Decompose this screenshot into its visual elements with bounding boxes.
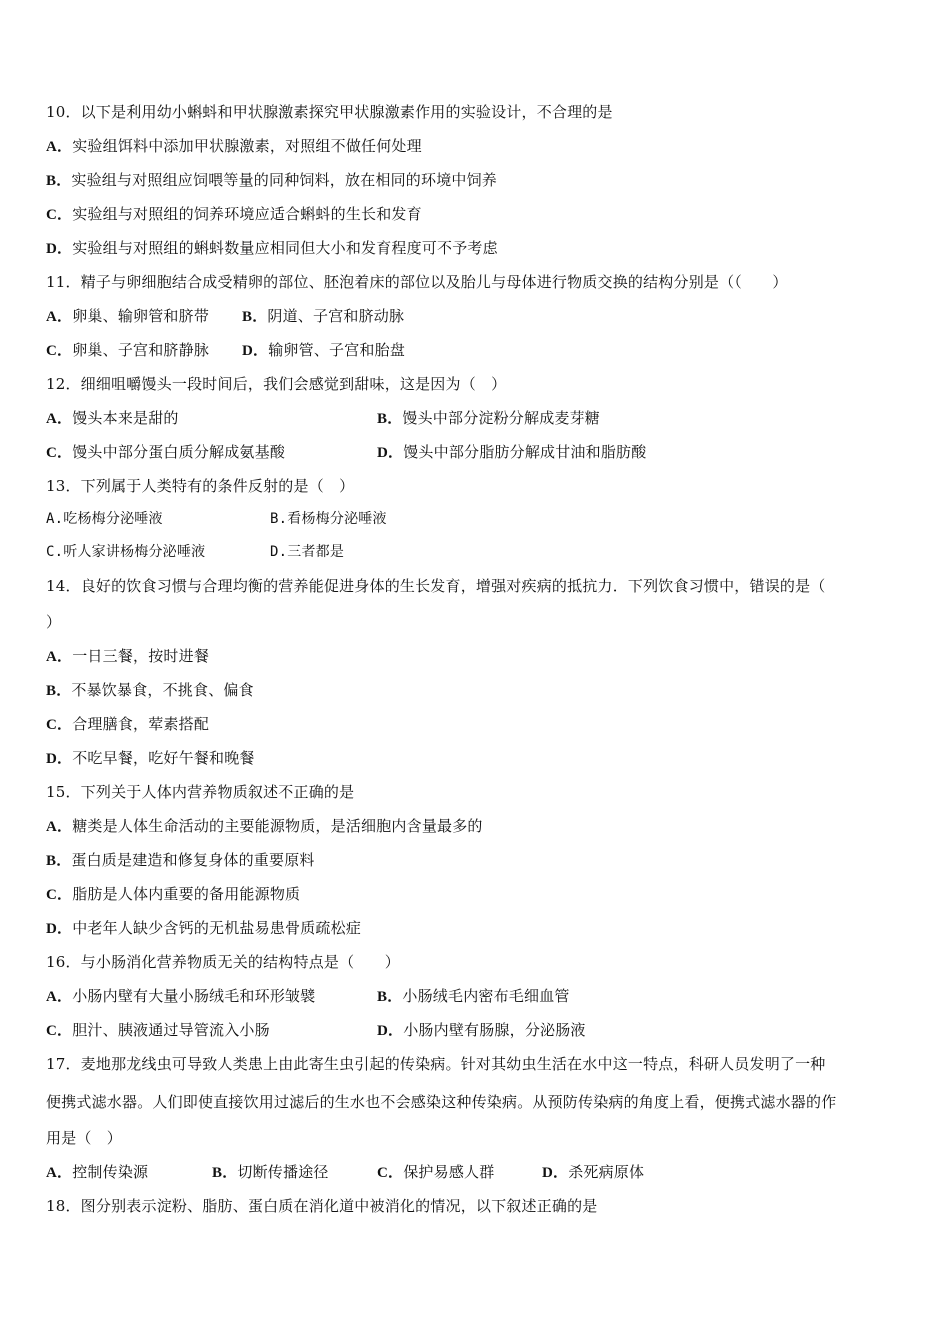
option-label: B． [46,683,72,699]
option-row [46,442,906,462]
option-label: A． [46,139,73,155]
option-text: 实验组与对照组的蝌蚪数量应相同但大小和发育程度可不予考虑 [72,239,498,257]
option-row [46,408,906,428]
option-label: C． [46,445,73,461]
option-d [270,542,344,562]
question-stem: 10．以下是利用幼小蝌蚪和甲状腺激素探究甲状腺激素作用的实验设计，不合理的是 [46,103,613,121]
option-c [46,1020,270,1041]
option-d [377,442,646,463]
option-text: 实验组与对照组应饲喂等量的同种饲料，放在相同的环境中饲养 [71,171,498,189]
option-row [46,509,906,529]
option-text: 中老年人缺少含钙的无机盐易患骨质疏松症 [72,919,362,937]
question-stem: 16．与小肠消化营养物质无关的结构特点是（ ） [46,953,400,971]
option-label: C． [46,343,73,359]
option-text: 吃杨梅分泌唾液 [63,511,163,527]
option-label: A． [46,411,73,427]
option-text: 杀死病原体 [568,1163,645,1181]
option-text: 小肠绒毛内密布毛细血管 [402,987,570,1005]
option-label: B． [242,309,268,325]
option-label: B． [377,411,403,427]
option-text: 小肠内壁有大量小肠绒毛和环形皱襞 [72,987,316,1005]
option-d [46,238,498,259]
option-d [46,918,361,939]
option-b [46,850,315,871]
option-text: 输卵管、子宫和胎盘 [268,341,406,359]
option-text: 小肠内壁有肠腺，分泌肠液 [403,1021,586,1039]
option-row [46,986,906,1006]
option-c [46,442,285,463]
option-text: 不吃早餐，吃好午餐和晚餐 [72,749,255,767]
option-text: 蛋白质是建造和修复身体的重要原料 [71,851,315,869]
option-d [46,748,255,769]
question-stem: 12．细细咀嚼馒头一段时间后，我们会感觉到甜味，这是因为（ ） [46,375,507,393]
option-text: 馒头中部分脂肪分解成甘油和脂肪酸 [403,443,647,461]
option-d [377,1020,586,1041]
option-row [46,340,906,360]
option-text: 馒头中部分淀粉分解成麦芽糖 [402,409,601,427]
option-text: 卵巢、输卵管和脐带 [72,307,210,325]
option-row [46,1020,906,1040]
option-b [270,509,387,529]
option-label: D． [242,343,269,359]
option-label: D． [46,751,73,767]
question-stem-continued: ） [46,613,62,631]
option-text: 糖类是人体生命活动的主要能源物质，是活细胞内含量最多的 [72,817,483,835]
option-text: 看杨梅分泌唾液 [287,511,387,527]
option-c [377,1162,494,1183]
option-label: D． [46,241,73,257]
option-row [46,1162,906,1182]
option-label: A． [46,309,73,325]
option-label: D． [542,1165,569,1181]
option-label: D． [377,1023,404,1039]
question-stem: 17．麦地那龙线虫可导致人类患上由此寄生虫引起的传染病。针对其幼虫生活在水中这一特点，科研人员发明了一种 [46,1055,826,1073]
option-b [377,408,600,429]
option-label: C. [46,544,64,560]
option-a [46,136,422,157]
option-b [377,986,570,1007]
option-a [46,986,315,1007]
option-row [46,306,906,326]
option-c [46,340,209,361]
option-label: C． [46,717,73,733]
option-a [46,306,209,327]
option-label: B． [377,989,403,1005]
option-text: 不暴饮暴食，不挑食、偏食 [71,681,254,699]
option-b [46,680,254,701]
option-row [46,542,906,562]
option-d [542,1162,644,1183]
option-b [242,306,404,327]
question-stem: 18．图分别表示淀粉、脂肪、蛋白质在消化道中被消化的情况，以下叙述正确的是 [46,1197,598,1215]
option-text: 实验组饵料中添加甲状腺激素，对照组不做任何处理 [72,137,422,155]
option-text: 控制传染源 [72,1163,149,1181]
option-text: 一日三餐，按时进餐 [72,647,210,665]
option-label: C． [46,887,73,903]
option-c [46,884,300,905]
question-stem: 15．下列关于人体内营养物质叙述不正确的是 [46,783,355,801]
option-b [212,1162,329,1183]
question-stem-continued: 便携式滤水器。人们即使直接饮用过滤后的生水也不会感染这种传染病。从预防传染病的角度上看，便携式滤水器的作 [46,1093,837,1111]
option-c [46,542,205,562]
option-label: D． [46,921,73,937]
option-text: 卵巢、子宫和脐静脉 [72,341,210,359]
option-label: C． [46,1023,73,1039]
option-text: 胆汁、胰液通过导管流入小肠 [72,1021,270,1039]
option-label: A. [46,511,64,527]
option-text: 保护易感人群 [403,1163,495,1181]
option-c [46,714,209,735]
option-text: 三者都是 [287,544,345,560]
option-text: 脂肪是人体内重要的备用能源物质 [72,885,301,903]
option-d [242,340,405,361]
option-label: A． [46,1165,73,1181]
option-text: 馒头中部分蛋白质分解成氨基酸 [72,443,286,461]
option-b [46,170,497,191]
option-a [46,509,163,529]
option-label: B. [270,511,288,527]
option-text: 听人家讲杨梅分泌唾液 [63,544,206,560]
option-label: A． [46,989,73,1005]
question-stem: 14．良好的饮食习惯与合理均衡的营养能促进身体的生长发育，增强对疾病的抵抗力．下列饮食习惯中，错误的是（ [46,577,826,595]
option-a [46,646,209,667]
option-text: 实验组与对照组的饲养环境应适合蝌蚪的生长和发育 [72,205,422,223]
option-c [46,204,422,225]
option-text: 馒头本来是甜的 [72,409,179,427]
option-label: C． [377,1165,404,1181]
option-label: A． [46,819,73,835]
option-text: 阴道、子宫和脐动脉 [267,307,405,325]
option-text: 合理膳食，荤素搭配 [72,715,210,733]
option-label: B． [46,853,72,869]
question-stem: 13．下列属于人类特有的条件反射的是（ ） [46,477,355,495]
option-text: 切断传播途径 [237,1163,329,1181]
option-a [46,816,483,837]
option-a [46,408,179,429]
option-label: B． [212,1165,238,1181]
question-stem-continued: 用是（ ） [46,1129,123,1147]
option-label: C． [46,207,73,223]
option-label: B． [46,173,72,189]
option-label: A． [46,649,73,665]
option-a [46,1162,148,1183]
question-stem: 11．精子与卵细胞结合成受精卵的部位、胚泡着床的部位以及胎儿与母体进行物质交换的结构分别是（（ ） [46,273,788,291]
option-label: D. [270,544,288,560]
option-label: D． [377,445,404,461]
